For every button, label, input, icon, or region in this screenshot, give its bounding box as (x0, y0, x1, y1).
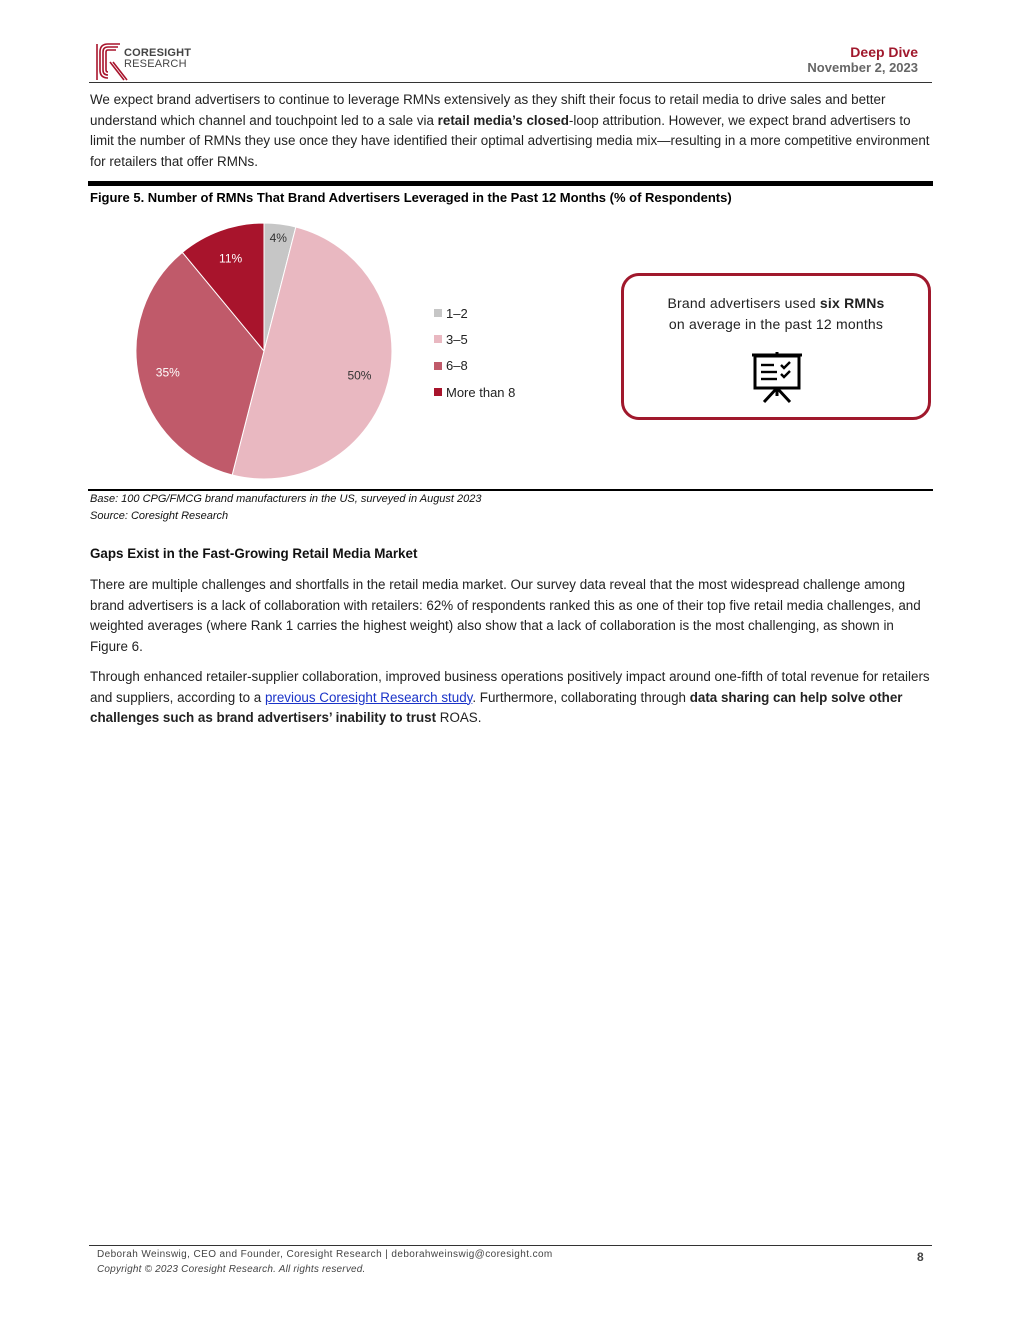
doc-date: November 2, 2023 (807, 60, 918, 75)
pie-chart (130, 218, 400, 484)
logo-wordmark (124, 48, 191, 70)
legend-swatch (434, 388, 442, 396)
legend-swatch (434, 362, 442, 370)
legend-label: 1–2 (446, 305, 468, 321)
pie-data-label: 4% (269, 230, 287, 245)
study-link[interactable]: previous Coresight Research study (264, 689, 473, 705)
logo-line1: CORESIGHT (124, 47, 192, 59)
figure-bottom-rule (88, 489, 933, 491)
page-number: 8 (917, 1250, 924, 1264)
figure-source-note: Source: Coresight Research (90, 510, 229, 522)
header-divider (89, 82, 932, 83)
stat-callout (621, 273, 931, 420)
legend-item (434, 353, 515, 379)
header-meta (807, 44, 918, 76)
figure-title: Figure 5. Number of RMNs That Brand Advertisers Leveraged in the Past 12 Months (% of Respondents) (90, 190, 732, 205)
legend-item (434, 379, 515, 405)
section-paragraph-2: Through enhanced retailer-supplier collaboration, improved business operations positively impact around one-fifth of total revenue for retailers and suppliers, according to a previous Coresight Research study. Furthermore, collaborating through data sharing can help solve other challenges such as brand advertisers’ inability to trust ROAS. (90, 669, 930, 725)
footer-author: Deborah Weinswig, CEO and Founder, Coresight Research | deborahweinswig@coresight.com (97, 1249, 553, 1260)
footer-divider (89, 1245, 932, 1246)
legend-item (434, 326, 515, 352)
legend-swatch (434, 309, 442, 317)
pie-data-label: 50% (347, 368, 372, 383)
pie-data-label: 11% (219, 251, 243, 266)
chart-legend (434, 300, 515, 405)
legend-label: 3–5 (446, 331, 468, 347)
legend-item (434, 300, 515, 326)
presentation-board-icon (750, 352, 804, 404)
figure-base-note: Base: 100 CPG/FMCG brand manufacturers in the US, surveyed in August 2023 (90, 493, 482, 505)
pie-data-label: 35% (155, 365, 180, 380)
footer-copyright: Copyright © 2023 Coresight Research. All rights reserved. (97, 1264, 366, 1275)
figure-top-rule (88, 181, 933, 186)
legend-swatch (434, 335, 442, 343)
legend-label: 6–8 (446, 358, 468, 374)
logo-line2: RESEARCH (124, 58, 187, 70)
doc-type: Deep Dive (850, 44, 918, 60)
legend-label: More than 8 (446, 384, 516, 400)
section-paragraph-1: There are multiple challenges and shortfalls in the retail media market. Our survey data reveal that the most widespread challenge among brand advertisers is a lack of collaboration with retailers: 62% of respondents ranked this as one of their top five retail media challenges, and weighted averages (where Rank 1 carries the highest weight) also show that a lack of collaboration is the most challenging, as shown in Figure 6. (90, 577, 921, 654)
callout-text: Brand advertisers used six RMNs on average in the past 12 months (667, 295, 885, 332)
intro-paragraph: We expect brand advertisers to continue to leverage RMNs extensively as they shift their focus to retail media to drive sales and better understand which channel and touchpoint led to a sale via retail media’s closed-loop attribution. However, we expect brand advertisers to limit the number of RMNs they use once they have identified their optimal advertising media mix—resulting in a more competitive environment for retailers that offer RMNs. (90, 92, 930, 169)
section-heading: Gaps Exist in the Fast-Growing Retail Media Market (90, 546, 418, 561)
